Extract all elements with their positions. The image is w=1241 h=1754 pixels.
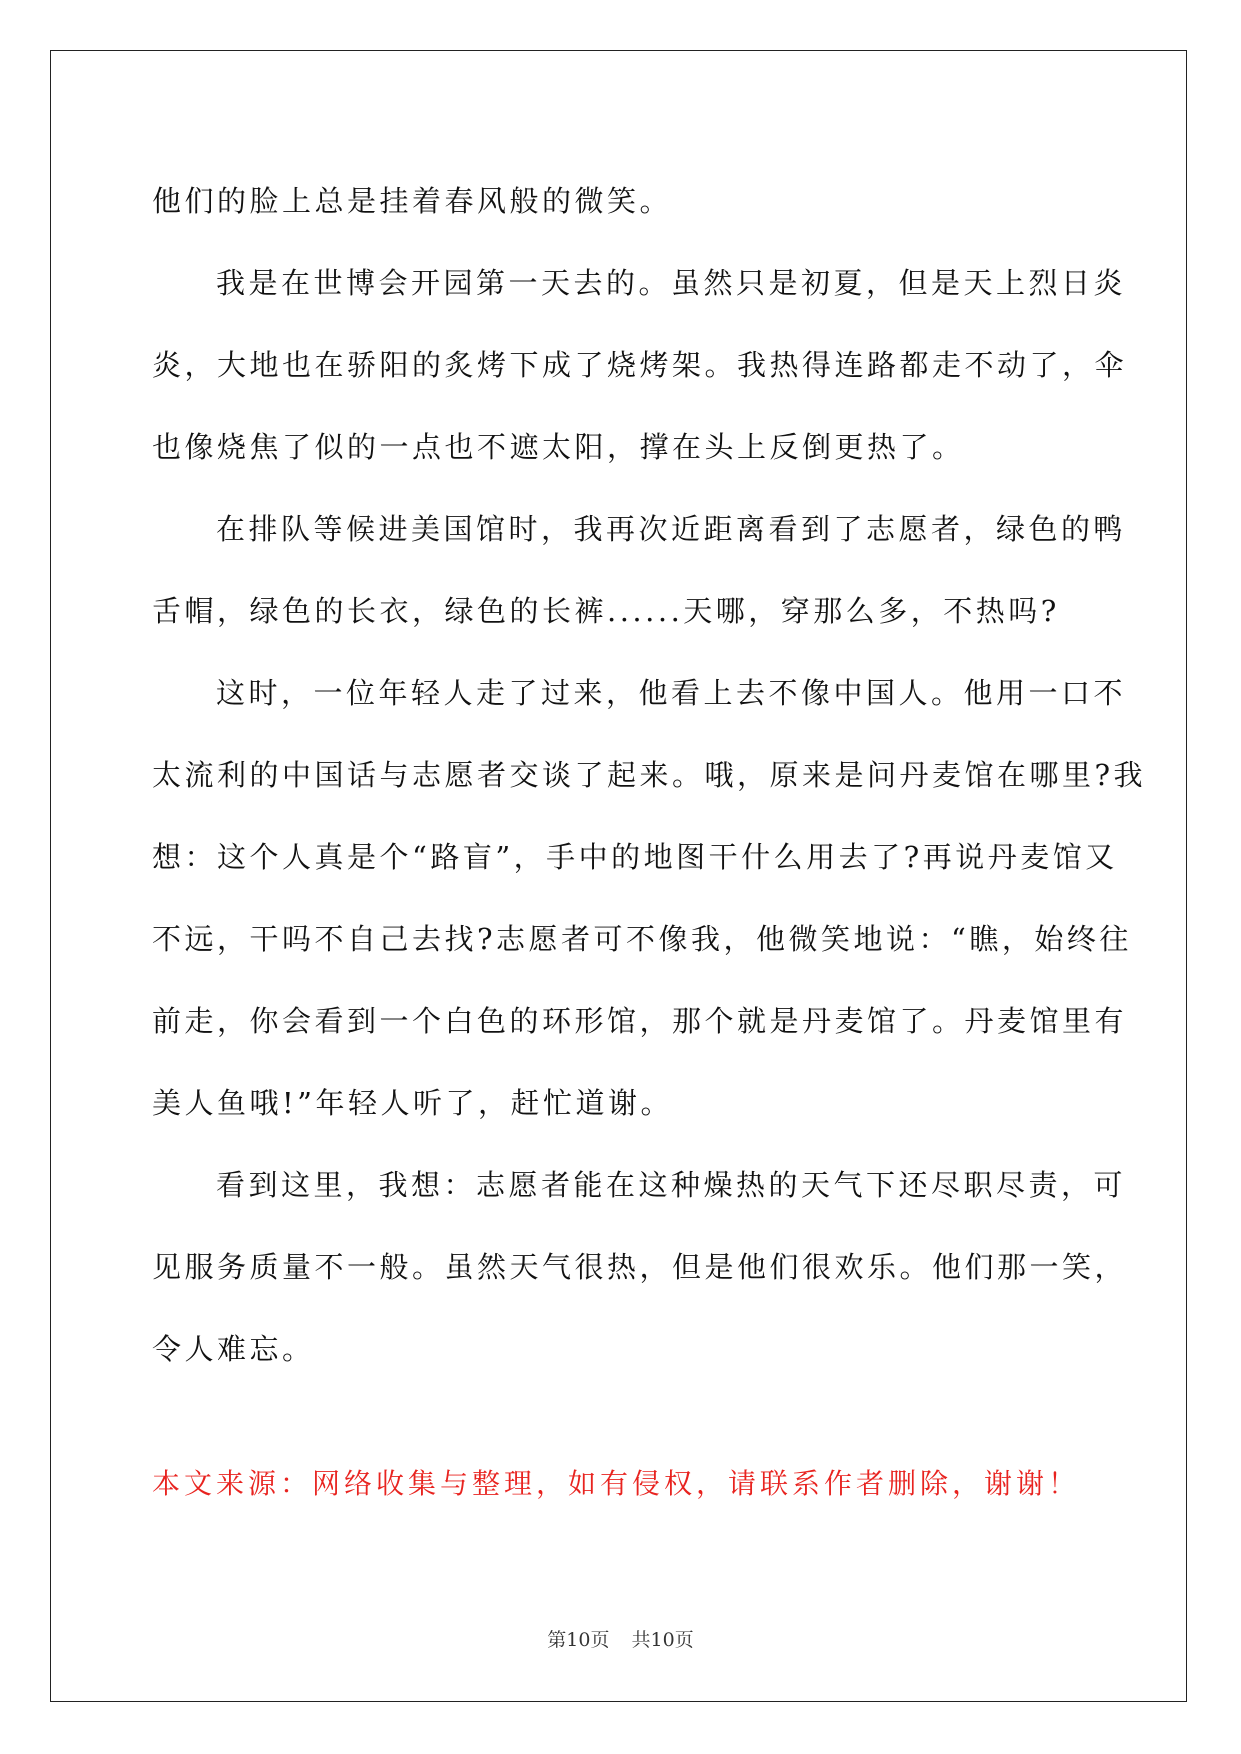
page-footer	[0, 1625, 1241, 1652]
text-line: 前走，你会看到一个白色的环形馆，那个就是丹麦馆了。丹麦馆里有	[152, 1004, 1128, 1038]
current-page-label: 第10页	[547, 1629, 610, 1651]
total-pages-label: 共10页	[631, 1629, 694, 1651]
text-line: 在排队等候进美国馆时，我再次近距离看到了志愿者，绿色的鸭	[216, 512, 1127, 546]
text-line: 想：这个人真是个“路盲”，手中的地图干什么用去了?再说丹麦馆又	[152, 840, 1118, 874]
text-line: 见服务质量不一般。虽然天气很热，但是他们很欢乐。他们那一笑，	[152, 1250, 1128, 1284]
text-line: 太流利的中国话与志愿者交谈了起来。哦，原来是问丹麦馆在哪里?我	[152, 758, 1147, 792]
source-note: 本文来源：网络收集与整理，如有侵权，请联系作者删除，谢谢！	[152, 1467, 1081, 1500]
text-line: 看到这里，我想：志愿者能在这种燥热的天气下还尽职尽责，可	[216, 1168, 1127, 1202]
text-line: 也像烧焦了似的一点也不遮太阳，撑在头上反倒更热了。	[152, 430, 965, 464]
text-line: 美人鱼哦!”年轻人听了，赶忙道谢。	[152, 1086, 673, 1120]
text-line: 不远，干吗不自己去找?志愿者可不像我，他微笑地说：“瞧，始终往	[152, 922, 1132, 956]
text-line: 炎，大地也在骄阳的炙烤下成了烧烤架。我热得连路都走不动了，伞	[152, 348, 1128, 382]
text-line: 他们的脸上总是挂着春风般的微笑。	[152, 184, 673, 218]
text-line: 我是在世博会开园第一天去的。虽然只是初夏，但是天上烈日炎	[216, 266, 1127, 300]
document-body	[152, 160, 1147, 1390]
text-line: 这时，一位年轻人走了过来，他看上去不像中国人。他用一口不	[216, 676, 1127, 710]
text-line: 令人难忘。	[152, 1332, 315, 1366]
text-line: 舌帽，绿色的长衣，绿色的长裤......天哪，穿那么多，不热吗?	[152, 594, 1060, 628]
